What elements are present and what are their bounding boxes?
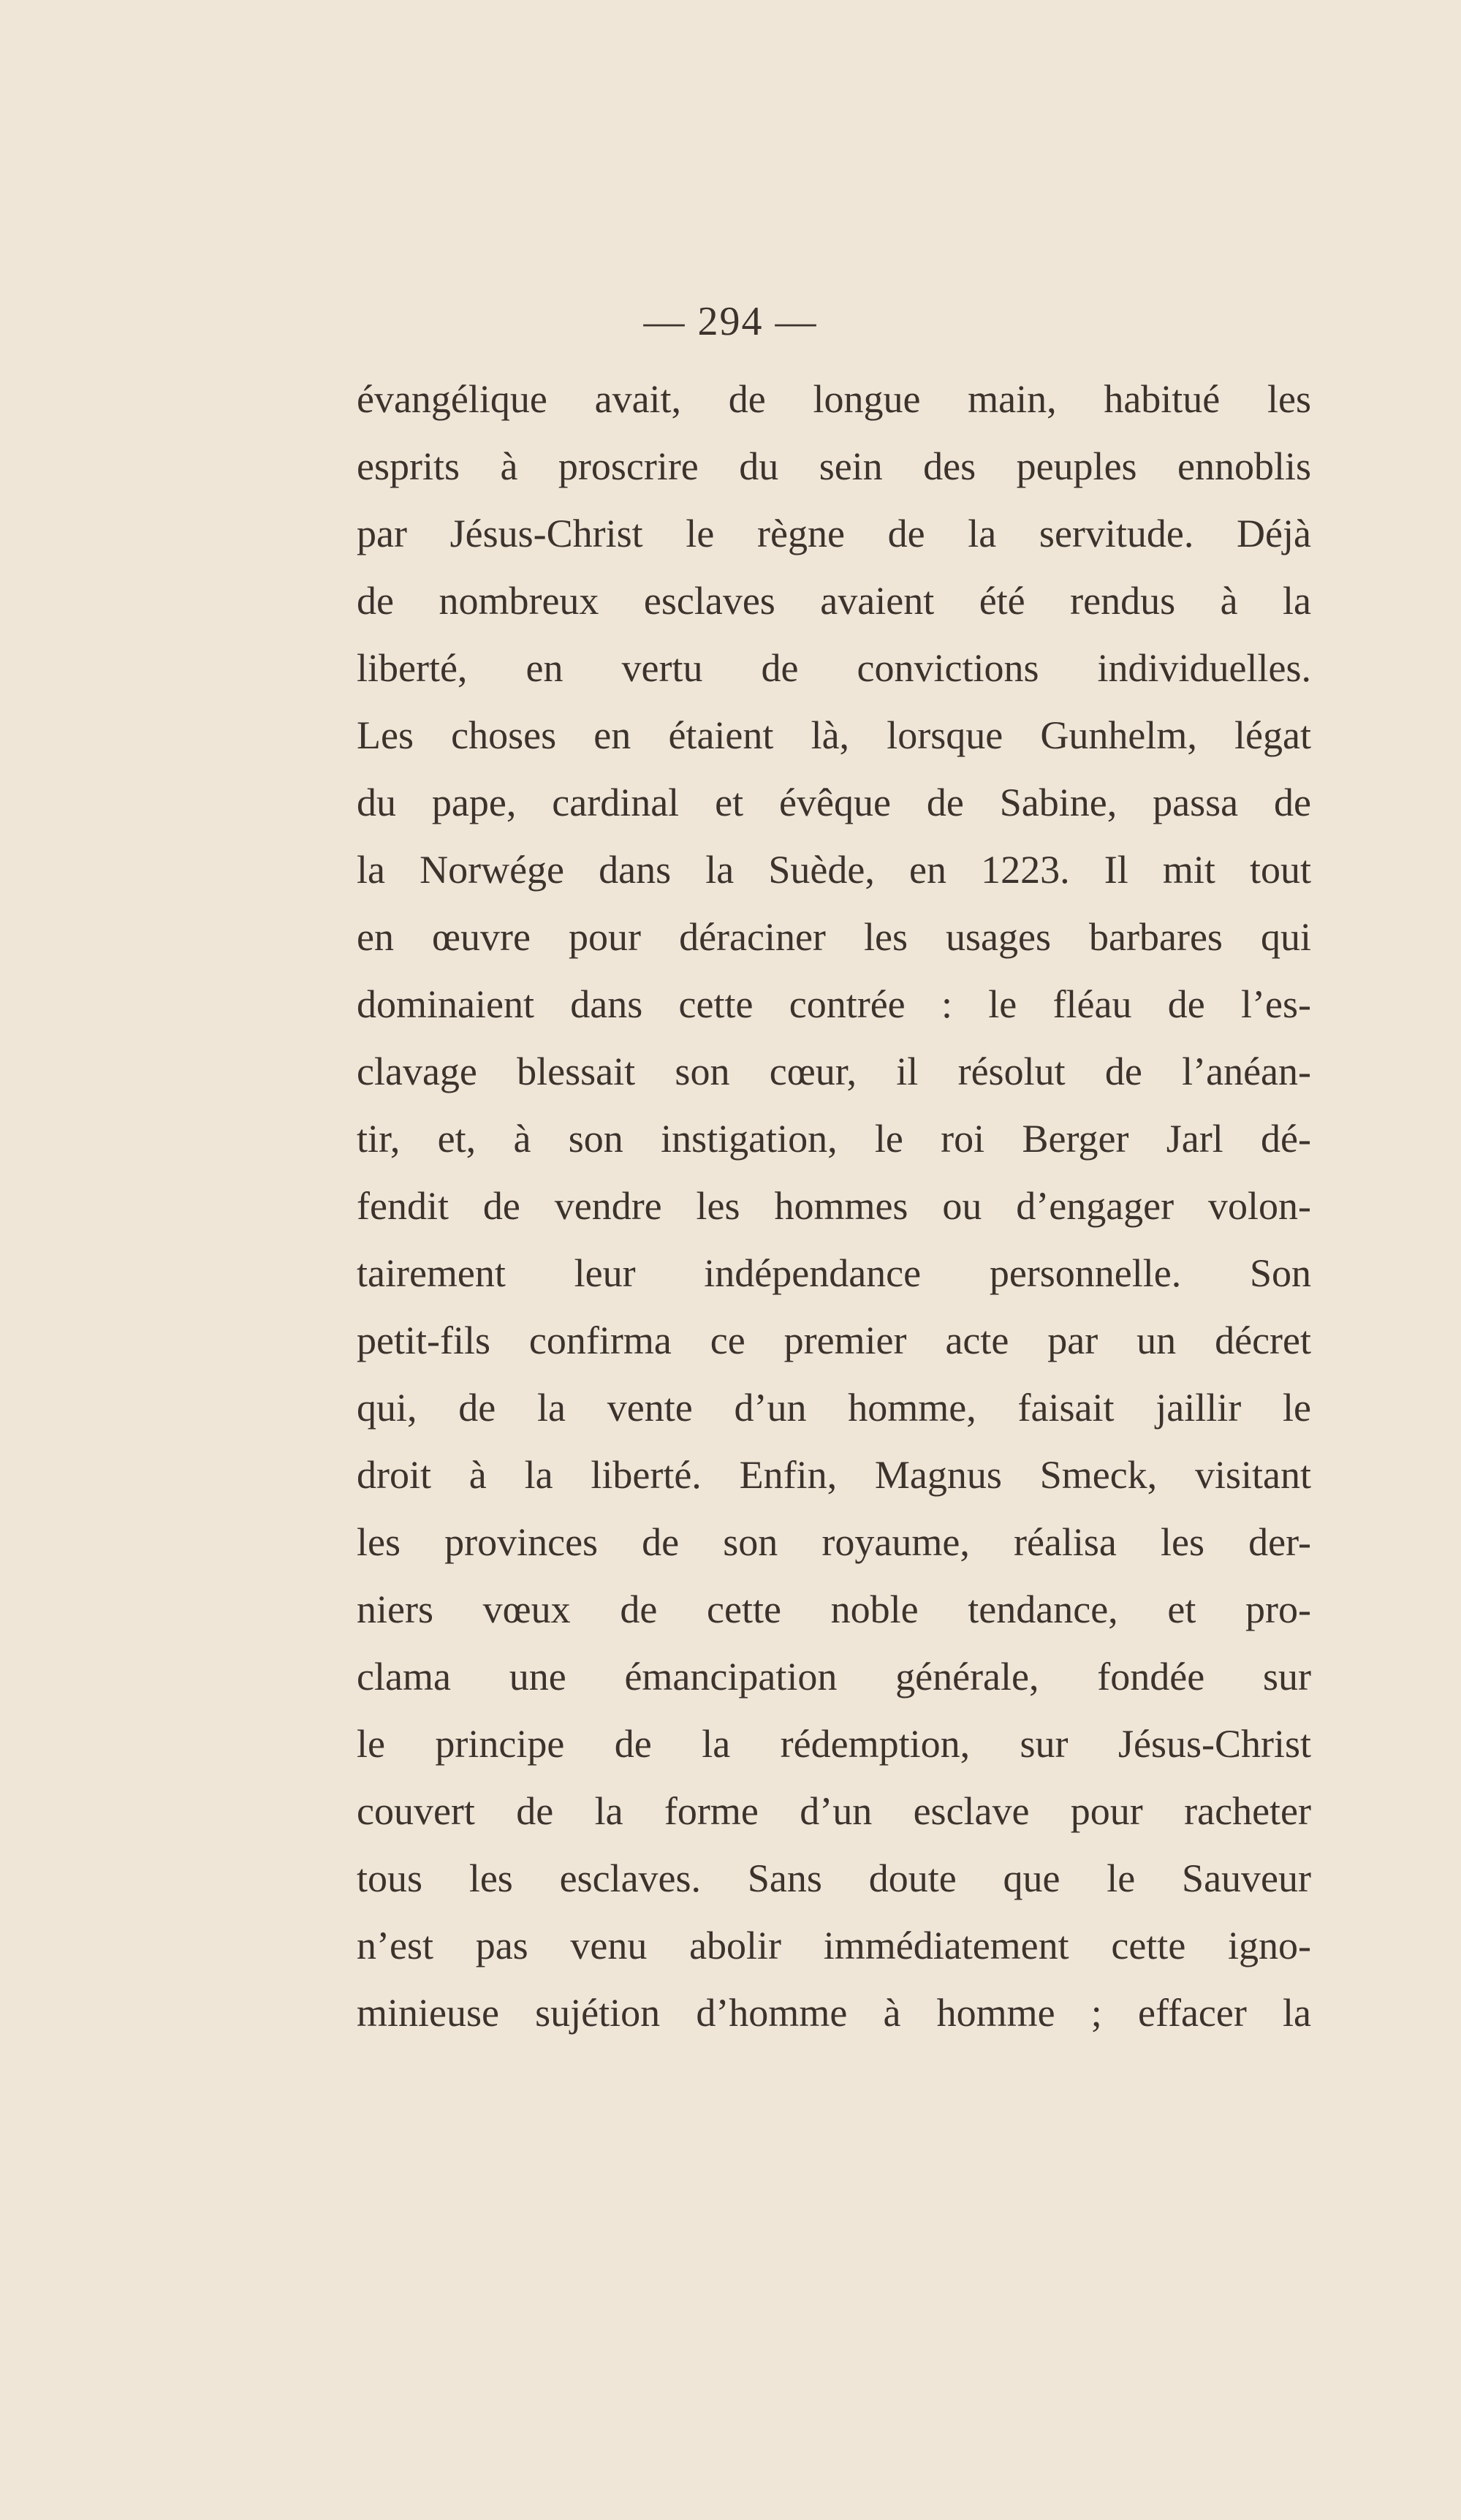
text-line: tairement leur indépendance personnelle. Son xyxy=(357,1251,1311,1295)
text-line: esprits à proscrire du sein des peuples ennoblis xyxy=(357,444,1311,488)
text-line: clavage blessait son cœur, il résolut de l’anéan- xyxy=(357,1050,1311,1093)
text-line: la Norwége dans la Suède, en 1223. Il mit tout xyxy=(357,848,1311,892)
text-line: clama une émancipation générale, fondée sur xyxy=(357,1655,1311,1699)
body-text xyxy=(357,365,1311,2046)
text-line: fendit de vendre les hommes ou d’engager volon- xyxy=(357,1184,1311,1228)
text-line: minieuse sujétion d’homme à homme ; effacer la xyxy=(357,1991,1311,2035)
text-line: niers vœux de cette noble tendance, et pro- xyxy=(357,1587,1311,1631)
text-line: couvert de la forme d’un esclave pour racheter xyxy=(357,1789,1311,1833)
text-line: liberté, en vertu de convictions individuelles. xyxy=(357,646,1311,690)
text-line: du pape, cardinal et évêque de Sabine, passa de xyxy=(357,781,1311,824)
text-line: dominaient dans cette contrée : le fléau de l’es- xyxy=(357,982,1311,1026)
text-line: par Jésus-Christ le règne de la servitude. Déjà xyxy=(357,512,1311,555)
text-line: de nombreux esclaves avaient été rendus à la xyxy=(357,579,1311,623)
text-line: les provinces de son royaume, réalisa les der- xyxy=(357,1520,1311,1564)
text-line: petit-fils confirma ce premier acte par un décret xyxy=(357,1318,1311,1362)
text-line: qui, de la vente d’un homme, faisait jaillir le xyxy=(357,1386,1311,1430)
text-line: tous les esclaves. Sans doute que le Sauveur xyxy=(357,1856,1311,1900)
text-line: n’est pas venu abolir immédiatement cette igno- xyxy=(357,1924,1311,1967)
text-line: évangélique avait, de longue main, habitué les xyxy=(357,377,1311,421)
text-line: droit à la liberté. Enfin, Magnus Smeck, visitant xyxy=(357,1453,1311,1497)
text-line: tir, et, à son instigation, le roi Berger Jarl dé- xyxy=(357,1117,1311,1161)
text-line: Les choses en étaient là, lorsque Gunhelm, légat xyxy=(357,713,1311,757)
page-number: — 294 — xyxy=(643,299,818,344)
text-line: en œuvre pour déraciner les usages barbares qui xyxy=(357,915,1311,959)
text-line: le principe de la rédemption, sur Jésus-Christ xyxy=(357,1722,1311,1766)
